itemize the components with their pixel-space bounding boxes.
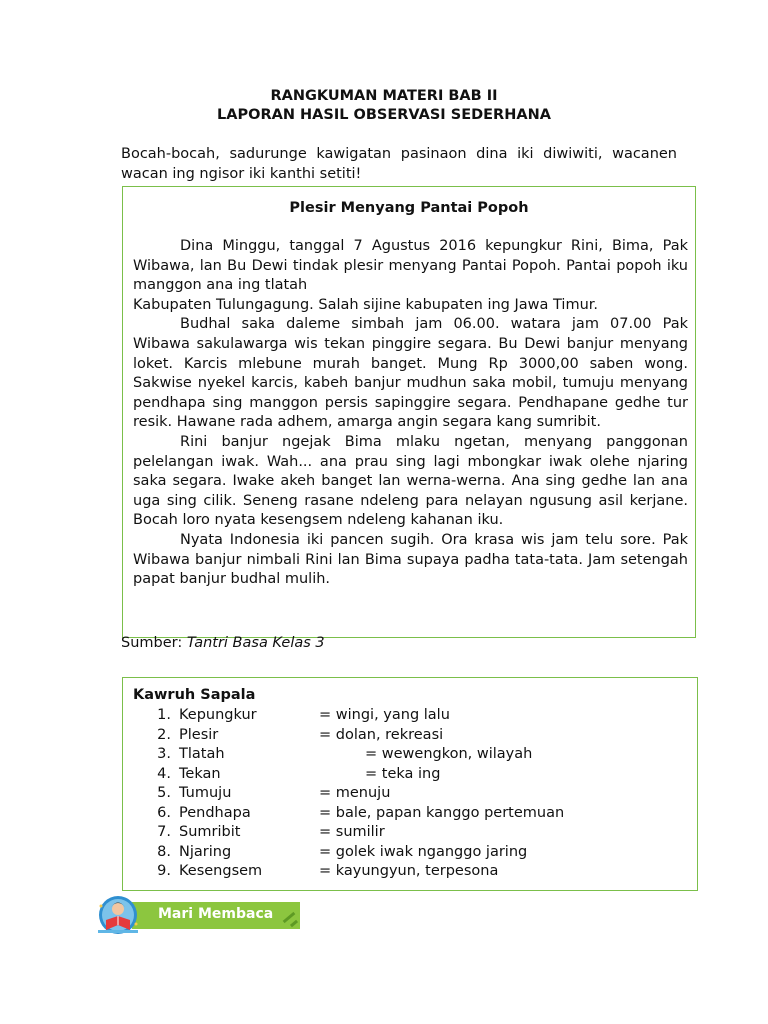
reading-child-icon	[92, 894, 144, 936]
vocab-word: Sumribit	[179, 824, 241, 840]
vocab-number: 5.	[157, 785, 171, 801]
story-body	[133, 237, 688, 590]
story-paragraph-4: Nyata Indonesia iki pancen sugih. Ora krasa wis jam telu sore. Pak Wibawa banjur nimbali Rini lan Bima supaya padha tata-tata. Jam setengah papat banjur budhal mulih.	[133, 531, 688, 588]
vocab-definition: = teka ing	[365, 766, 441, 782]
vocab-word: Tekan	[179, 766, 221, 782]
story-paragraph-2: Budhal saka daleme simbah jam 06.00. watara jam 07.00 Pak Wibawa sakulawarga wis tekan pinggire segara. Bu Dewi banjur menyang loket. Karcis mlebune murah banget. Mung Rp 3000,00 saben wong. Sakwise nyekel karcis, kabeh banjur mudhun saka mobil, tumuju menyang pendhapa sing manggon persis sapinggire segara. Pendhapane gedhe tur resik. Hawane rada adhem, amarga angin segara kang sumribit.	[133, 316, 688, 431]
banner-label: Mari Membaca	[158, 906, 274, 922]
vocab-definition: = wewengkon, wilayah	[365, 746, 533, 762]
story-paragraph-1b: Kabupaten Tulungagung. Salah sijine kabupaten ing Jawa Timur.	[133, 296, 598, 313]
vocab-number: 8.	[157, 844, 171, 860]
source-line	[121, 634, 325, 653]
page-title-line-1: RANGKUMAN MATERI BAB II	[270, 88, 498, 104]
intro-text: Bocah-bocah, sadurunge kawigatan pasinaon dina iki diwiwiti, wacanen wacan ing ngisor iki kanthi setiti!	[121, 146, 677, 182]
vocab-word: Pendhapa	[179, 805, 251, 821]
vocab-word: Tumuju	[179, 785, 232, 801]
vocab-title: Kawruh Sapala	[133, 687, 256, 703]
story-title: Plesir Menyang Pantai Popoh	[289, 200, 529, 216]
vocab-number: 9.	[157, 863, 171, 879]
vocab-definition: = sumilir	[319, 824, 385, 840]
story-box	[122, 186, 696, 638]
story-paragraph-1: Dina Minggu, tanggal 7 Agustus 2016 kepungkur Rini, Bima, Pak Wibawa, lan Bu Dewi tindak plesir menyang Pantai Popoh. Pantai popoh iku manggon ana ing tlatah	[133, 238, 688, 294]
vocab-number: 6.	[157, 805, 171, 821]
vocab-word: Tlatah	[179, 746, 225, 762]
story-paragraph-3: Rini banjur ngejak Bima mlaku ngetan, menyang panggonan pelelangan iwak. Wah... ana prau sing lagi mbongkar iwak olehe njaring saka segara. Iwake akeh banget lan werna-werna. Ana sing gedhe lan ana uga sing cilik. Seneng rasane ndeleng para nelayan ngusung asil kerjane. Bocah loro nyata kesengsem ndeleng kahanan iku.	[133, 433, 688, 529]
page-title-line-2: LAPORAN HASIL OBSERVASI SEDERHANA	[217, 107, 551, 123]
vocab-definition: = menuju	[319, 785, 391, 801]
vocab-definition: = dolan, rekreasi	[319, 727, 444, 743]
vocab-box	[122, 677, 698, 891]
source-label: Sumber:	[121, 635, 187, 651]
source-title: Tantri Basa Kelas 3	[186, 635, 325, 651]
vocab-definition: = kayungyun, terpesona	[319, 863, 499, 879]
vocab-number: 4.	[157, 766, 171, 782]
banner-stripe	[290, 920, 298, 927]
vocab-number: 3.	[157, 746, 171, 762]
vocab-word: Njaring	[179, 844, 232, 860]
mari-membaca-banner	[92, 894, 302, 936]
vocab-number: 1.	[157, 707, 171, 723]
vocab-definition: = golek iwak nganggo jaring	[319, 844, 528, 860]
banner-bar	[132, 902, 300, 929]
vocab-definition: = bale, papan kanggo pertemuan	[319, 805, 565, 821]
vocab-word: Kesengsem	[179, 863, 263, 879]
vocab-number: 7.	[157, 824, 171, 840]
vocab-word: Plesir	[179, 727, 219, 743]
vocab-definition: = wingi, yang lalu	[319, 707, 450, 723]
vocab-word: Kepungkur	[179, 707, 257, 723]
vocab-number: 2.	[157, 727, 171, 743]
